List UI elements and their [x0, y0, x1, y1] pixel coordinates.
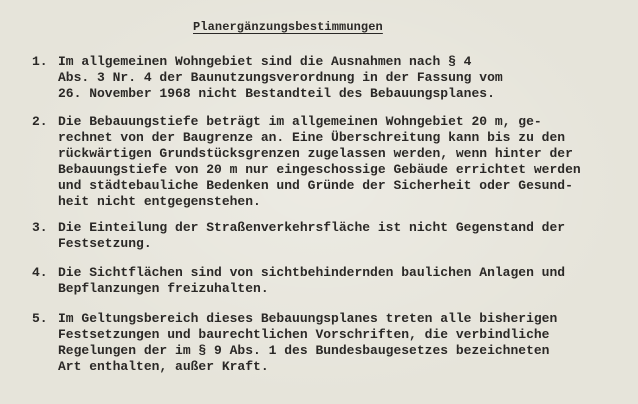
item-number: 5. [32, 311, 48, 326]
item-line: 26. November 1968 nicht Bestandteil des Bebauungsplanes. [58, 86, 495, 101]
item-line: Regelungen der im § 9 Abs. 1 des Bundesbaugesetzes bezeichneten [58, 343, 550, 358]
item-line: rückwärtigen Grundstücksgrenzen zugelassen werden, wenn hinter der [58, 146, 573, 161]
item-number: 1. [32, 54, 48, 69]
item-line: Im allgemeinen Wohngebiet sind die Ausnahmen nach § 4 [58, 54, 472, 69]
item-line: Festsetzung. [58, 236, 152, 251]
item-line: Bepflanzungen freizuhalten. [58, 281, 269, 296]
item-line: Festsetzungen und baurechtlichen Vorschriften, die verbindliche [58, 327, 550, 342]
item-line: Bebauungstiefe von 20 m nur eingeschossige Gebäude errichtet werden [58, 162, 581, 177]
item-line: Abs. 3 Nr. 4 der Baunutzungsverordnung in der Fassung vom [58, 70, 503, 85]
item-line: Art enthalten, außer Kraft. [58, 359, 269, 374]
item-line: heit nicht entgegenstehen. [58, 194, 261, 209]
item-number: 2. [32, 114, 48, 129]
item-number: 3. [32, 220, 48, 235]
item-line: Im Geltungsbereich dieses Bebauungsplanes treten alle bisherigen [58, 311, 558, 326]
item-line: Die Bebauungstiefe beträgt im allgemeinen Wohngebiet 20 m, ge- [58, 114, 542, 129]
item-line: Die Sichtflächen sind von sichtbehindernden baulichen Anlagen und [58, 265, 566, 280]
item-line: Die Einteilung der Straßenverkehrsfläche ist nicht Gegenstand der [58, 220, 566, 235]
item-line: rechnet von der Baugrenze an. Eine Überschreitung kann bis zu den [58, 130, 566, 145]
document-title: Planergänzungsbestimmungen [193, 20, 383, 34]
item-number: 4. [32, 265, 48, 280]
item-line: und städtebauliche Bedenken und Gründe der Sicherheit oder Gesund- [58, 178, 573, 193]
